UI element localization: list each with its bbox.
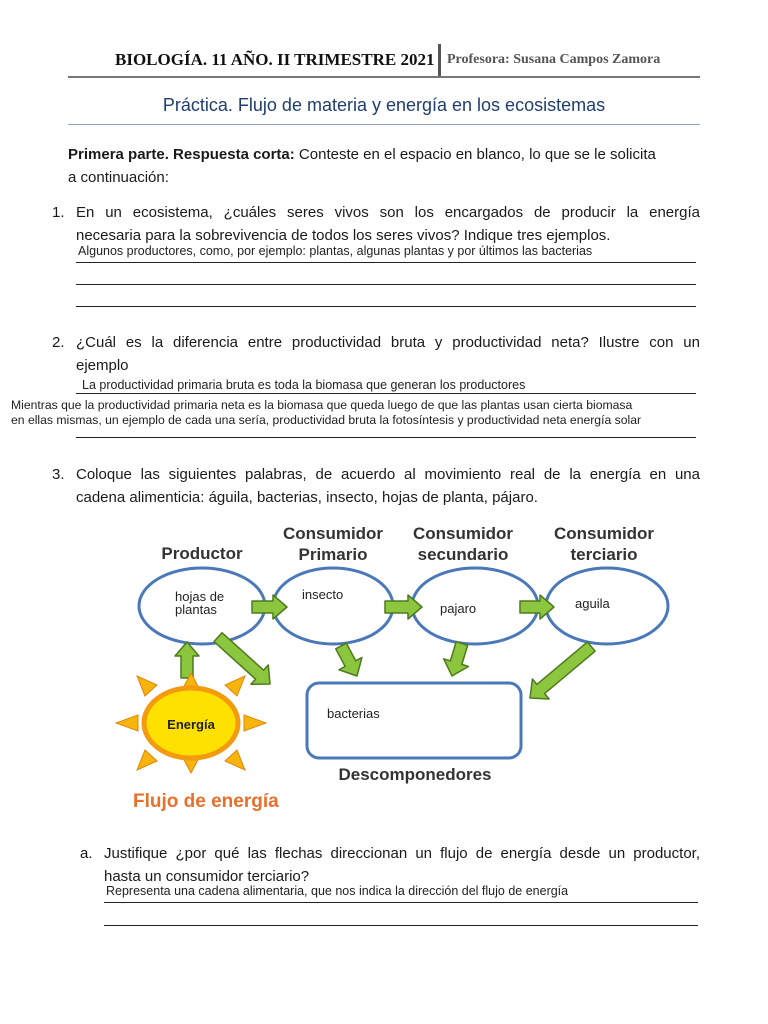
q2-answer-2[interactable]: Mientras que la productividad primaria neta es la biomasa que queda luego de que las plantas usan cierta biomasa bbox=[11, 398, 633, 412]
label-terciario-1: Consumidor bbox=[553, 524, 655, 543]
label-primario-2: Primario bbox=[298, 545, 368, 564]
qa-line-2: hasta un consumidor terciario? bbox=[104, 868, 310, 885]
fill-terciario: aguila bbox=[575, 596, 610, 611]
fill-productor-1: hojas de bbox=[175, 589, 225, 604]
q3-number: 3. bbox=[52, 466, 65, 483]
arrow-sol-productor bbox=[175, 642, 199, 678]
arrow-secundario-descomponedor bbox=[440, 640, 475, 680]
fill-productor-2: plantas bbox=[175, 602, 217, 617]
q1-line-1: En un ecosistema, ¿cuáles seres vivos son los encargados de producir la energía bbox=[76, 204, 700, 221]
qa-answer-line-1 bbox=[104, 902, 698, 903]
q1-answer-line-2 bbox=[76, 284, 696, 285]
page-title: Práctica. Flujo de materia y energía en los ecosistemas bbox=[162, 95, 606, 115]
title-rule bbox=[68, 124, 700, 125]
q1-line-2: necesaria para la sobrevivencia de todos los seres vivos? Indique tres ejemplos. bbox=[76, 227, 611, 244]
q2-answer-line-1 bbox=[76, 393, 696, 394]
header-teacher: Profesora: Susana Campos Zamora bbox=[447, 52, 661, 67]
fill-primario: insecto bbox=[302, 587, 344, 602]
label-terciario-2: terciario bbox=[570, 545, 638, 564]
q1-number: 1. bbox=[52, 204, 65, 221]
q3-line-1: Coloque las siguientes palabras, de acuerdo al movimiento real de la energía en una bbox=[76, 466, 700, 483]
label-energia: Energía bbox=[167, 717, 215, 732]
ellipse-primario bbox=[273, 568, 393, 644]
qa-answer-line-2 bbox=[104, 925, 698, 926]
q2-number: 2. bbox=[52, 334, 65, 351]
header-course: BIOLOGÍA. 11 AÑO. II TRIMESTRE 2021 bbox=[115, 50, 435, 69]
energy-flow-diagram bbox=[0, 510, 768, 820]
sun-icon bbox=[116, 673, 266, 773]
header-divider bbox=[438, 44, 441, 76]
label-flujo-energia: Flujo de energía bbox=[133, 791, 279, 812]
fill-descomponedor: bacterias bbox=[327, 706, 380, 721]
label-secundario-2: secundario bbox=[417, 545, 509, 564]
q3-line-2: cadena alimenticia: águila, bacterias, insecto, hojas de planta, pájaro. bbox=[76, 489, 538, 506]
q2-line-1: ¿Cuál es la diferencia entre productividad bruta y productividad neta? Ilustre con un bbox=[76, 334, 700, 351]
arrow-terciario-descomponedor bbox=[522, 637, 600, 708]
q1-answer-line-3 bbox=[76, 306, 696, 307]
label-descomponedores: Descomponedores bbox=[338, 765, 492, 784]
intro-line-2: a continuación: bbox=[68, 169, 169, 186]
q2-answer-1[interactable]: La productividad primaria bruta es toda la biomasa que generan los productores bbox=[82, 378, 526, 392]
qa-line-1: Justifique ¿por qué las flechas direccionan un flujo de energía desde un productor, bbox=[104, 845, 700, 862]
fill-secundario: pajaro bbox=[440, 601, 477, 616]
q2-answer-3[interactable]: en ellas mismas, un ejemplo de cada una sería, productividad bruta la fotosíntesis y productividad neta energía solar bbox=[11, 413, 642, 427]
qa-answer[interactable]: Representa una cadena alimentaria, que nos indica la dirección del flujo de energía bbox=[106, 884, 569, 898]
intro-bold: Primera parte. Respuesta corta: bbox=[68, 146, 295, 163]
intro-line-1 bbox=[68, 143, 708, 166]
q2-answer-line-2 bbox=[76, 437, 696, 438]
label-productor: Productor bbox=[161, 544, 243, 563]
q1-answer[interactable]: Algunos productores, como, por ejemplo: plantas, algunas plantas y por últimos las bacterias bbox=[78, 244, 593, 258]
intro-rest: Conteste en el espacio en blanco, lo que se le solicita bbox=[294, 146, 656, 163]
arrow-productor-descomponedor bbox=[209, 628, 278, 694]
q2-line-2: ejemplo bbox=[76, 357, 129, 374]
header-rule bbox=[68, 76, 700, 78]
qa-letter: a. bbox=[80, 845, 93, 862]
label-secundario-1: Consumidor bbox=[412, 524, 514, 543]
q1-answer-line-1 bbox=[76, 262, 696, 263]
label-primario-1: Consumidor bbox=[282, 524, 384, 543]
arrow-primario-descomponedor bbox=[330, 640, 369, 682]
